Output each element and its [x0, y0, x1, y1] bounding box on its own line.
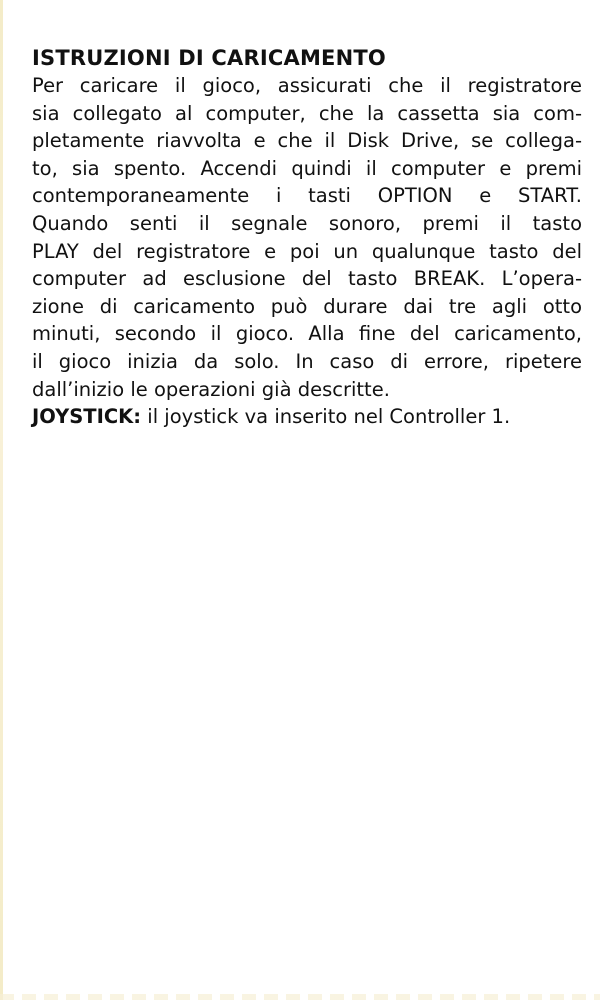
instruction-line: computer ad esclusione del tasto BREAK. L’opera-	[32, 267, 582, 291]
instruction-line: Per caricare il gioco, assicurati che il registratore	[32, 74, 582, 97]
instruction-line: Quando senti il segnale sonoro, premi il tasto	[32, 211, 582, 235]
instruction-line: PLAY del registratore e poi un qualunque tasto del	[32, 239, 582, 263]
instruction-line: contemporaneamente i tasti OPTION e START.	[32, 184, 582, 208]
instruction-line: to, sia spento. Accendi quindi il computer e premi	[32, 156, 582, 180]
instruction-sheet	[32, 44, 582, 431]
instruction-line: pletamente riavvolta e che il Disk Drive, se collega-	[32, 129, 582, 153]
loading-instructions	[32, 72, 582, 403]
joystick-label: JOYSTICK:	[32, 405, 142, 429]
instruction-line: il gioco inizia da solo. In caso di errore, ripetere	[32, 349, 582, 373]
page-bottom-edge	[0, 994, 600, 1000]
instruction-line: minuti, secondo il gioco. Alla fine del caricamento,	[32, 322, 582, 346]
instruction-line: zione di caricamento può durare dai tre agli otto	[32, 294, 582, 318]
instruction-line: sia collegato al computer, che la cassetta sia com-	[32, 101, 582, 125]
joystick-text: il joystick va inserito nel Controller 1.	[141, 405, 511, 429]
instruction-line: dall’inizio le operazioni già descritte.	[32, 377, 390, 401]
page-left-edge	[0, 0, 3, 1000]
joystick-note	[32, 403, 582, 431]
page-title: ISTRUZIONI DI CARICAMENTO	[32, 46, 386, 70]
